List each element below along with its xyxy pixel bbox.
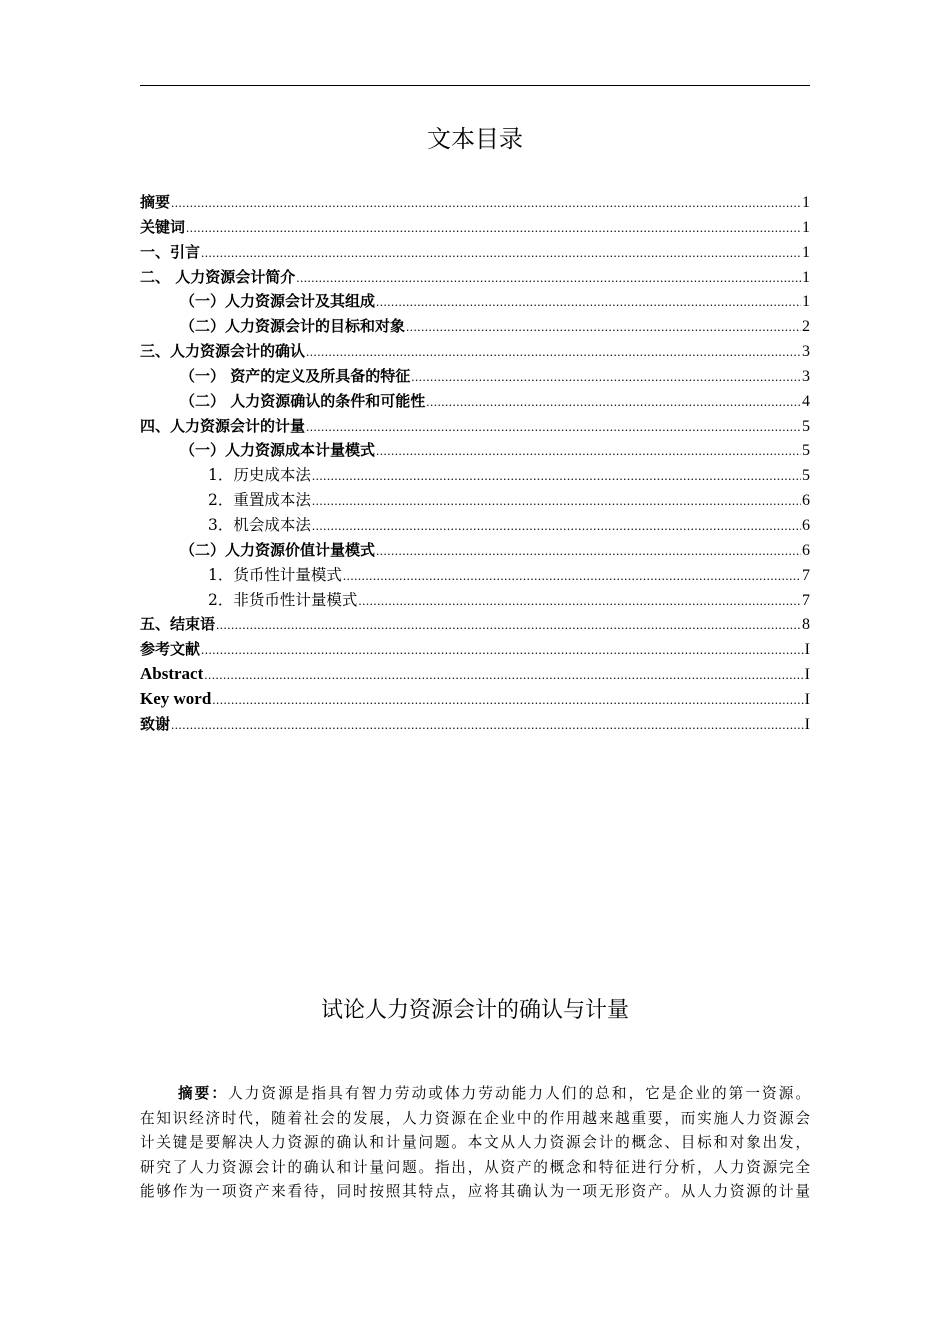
toc-entry[interactable]: [140, 314, 810, 339]
toc-entry-page: 7: [802, 566, 810, 584]
toc-entry-page: 2: [802, 318, 810, 336]
toc-entry-page: 6: [802, 541, 810, 559]
toc-entry-label: 致谢: [140, 714, 171, 733]
toc-dot-leader: [186, 216, 801, 241]
toc-entry-label: 关键词: [140, 217, 186, 236]
toc-entry-label: Abstract: [140, 664, 204, 684]
toc-entry[interactable]: [140, 588, 810, 613]
toc-dot-leader: [411, 365, 801, 390]
toc-dot-leader: [406, 315, 801, 340]
toc-entry[interactable]: [140, 513, 810, 538]
toc-entry-label: 五、结束语: [140, 615, 216, 634]
abstract-line: [140, 1156, 810, 1181]
toc-entry[interactable]: [140, 687, 810, 712]
toc-entry-page: 1: [802, 293, 810, 311]
abstract-line: [140, 1180, 810, 1205]
document-title: 试论人力资源会计的确认与计量: [320, 998, 629, 1023]
abstract-paragraph: [140, 1082, 810, 1205]
toc-entry-page: I: [804, 666, 810, 684]
toc-entry-label: 2．重置成本法: [208, 491, 311, 510]
toc-entry-page: 3: [802, 343, 810, 361]
toc-entry[interactable]: [140, 637, 810, 662]
toc-dot-leader: [376, 290, 801, 315]
abstract-line: [140, 1082, 810, 1107]
toc-entry-label: 三、人力资源会计的确认: [140, 342, 306, 361]
toc-dot-leader: [306, 340, 801, 365]
toc-entry-label: Key word: [140, 688, 212, 708]
toc-entry[interactable]: [140, 612, 810, 637]
toc-entry[interactable]: [140, 414, 810, 439]
toc-entry-page: 1: [802, 194, 810, 211]
abstract-line: [140, 1107, 810, 1132]
table-of-contents: [140, 190, 810, 737]
abstract-text: 人力资源是指具有智力劳动或体力劳动能力人们的总和，它是企业的第一资源。: [228, 1085, 810, 1102]
toc-entry-label: 四、人力资源会计的计量: [140, 416, 306, 435]
toc-dot-leader: [312, 464, 801, 489]
toc-dot-leader: [312, 514, 801, 539]
toc-entry-page: 1: [802, 268, 810, 286]
toc-entry-label: 1．历史成本法: [208, 466, 311, 485]
toc-entry-page: 8: [802, 616, 810, 634]
toc-entry[interactable]: [140, 389, 810, 414]
toc-entry-page: 5: [802, 417, 810, 435]
toc-entry-label: （二） 人力资源确认的条件和可能性: [180, 391, 426, 410]
abstract-label: 摘要：: [178, 1085, 229, 1102]
toc-entry[interactable]: [140, 215, 810, 240]
toc-entry[interactable]: [140, 488, 810, 513]
toc-dot-leader: [343, 564, 801, 589]
toc-entry-page: I: [804, 641, 810, 659]
abstract-text: 计关键是要解决人力资源的确认和计量问题。本文从人力资源会计的概念、目标和对象出发，: [140, 1134, 810, 1152]
toc-entry[interactable]: [140, 289, 810, 314]
toc-entry-label: （二）人力资源价值计量模式: [180, 540, 376, 559]
toc-entry-label: 摘要: [140, 193, 171, 211]
toc-dot-leader: [312, 489, 801, 514]
abstract-text: 研究了人力资源会计的确认和计量问题。指出，从资产的概念和特征进行分析，人力资源完全: [140, 1158, 810, 1176]
toc-dot-leader: [201, 638, 804, 663]
toc-dot-leader: [426, 390, 801, 415]
toc-entry[interactable]: [140, 538, 810, 563]
toc-entry-page: 3: [802, 367, 810, 385]
toc-entry[interactable]: [140, 563, 810, 588]
toc-entry[interactable]: [140, 339, 810, 364]
toc-dot-leader: [306, 415, 801, 440]
toc-entry[interactable]: [140, 265, 810, 290]
toc-entry-label: （一）人力资源会计及其组成: [180, 292, 376, 311]
toc-entry[interactable]: [140, 438, 810, 463]
toc-entry-label: 一、引言: [140, 242, 201, 261]
toc-dot-leader: [212, 688, 803, 713]
toc-dot-leader: [171, 713, 804, 738]
toc-entry[interactable]: [140, 240, 810, 265]
toc-entry-label: （二）人力资源会计的目标和对象: [180, 317, 406, 336]
toc-dot-leader: [201, 241, 801, 266]
toc-entry-page: 6: [802, 492, 810, 510]
abstract-line: [140, 1131, 810, 1156]
toc-entry-label: （一）人力资源成本计量模式: [180, 441, 376, 460]
toc-title: 文本目录: [427, 125, 523, 153]
toc-dot-leader: [358, 589, 801, 614]
toc-entry-page: 5: [802, 467, 810, 485]
toc-entry-page: I: [804, 715, 810, 733]
toc-entry-label: 3．机会成本法: [208, 515, 311, 534]
toc-dot-leader: [376, 539, 801, 564]
header-rule: [140, 85, 810, 86]
toc-entry-label: 1．货币性计量模式: [208, 565, 342, 584]
toc-dot-leader: [216, 613, 801, 638]
toc-entry-page: I: [804, 690, 810, 708]
toc-entry-page: 1: [802, 218, 810, 236]
toc-entry-label: 2．非货币性计量模式: [208, 590, 358, 609]
toc-entry-page: 6: [802, 516, 810, 534]
toc-entry-label: 二、 人力资源会计简介: [140, 267, 296, 286]
toc-entry-page: 5: [802, 442, 810, 460]
toc-entry-label: （一） 资产的定义及所具备的特征: [180, 366, 411, 385]
toc-entry[interactable]: [140, 662, 810, 687]
toc-dot-leader: [171, 191, 801, 216]
abstract-text: 在知识经济时代，随着社会的发展，人力资源在企业中的作用越来越重要，而实施人力资源会: [140, 1109, 810, 1127]
toc-entry[interactable]: [140, 712, 810, 737]
toc-dot-leader: [204, 663, 803, 688]
toc-entry-page: 7: [802, 591, 810, 609]
toc-entry[interactable]: [140, 364, 810, 389]
toc-entry[interactable]: [140, 190, 810, 215]
toc-entry-label: 参考文献: [140, 640, 201, 659]
toc-entry-page: 1: [802, 243, 810, 261]
toc-entry-page: 4: [802, 392, 810, 410]
abstract-text: 能够作为一项资产来看待，同时按照其特点，应将其确认为一项无形资产。从人力资源的计量: [140, 1183, 810, 1201]
toc-dot-leader: [376, 439, 801, 464]
toc-dot-leader: [296, 266, 801, 291]
toc-entry[interactable]: [140, 463, 810, 488]
